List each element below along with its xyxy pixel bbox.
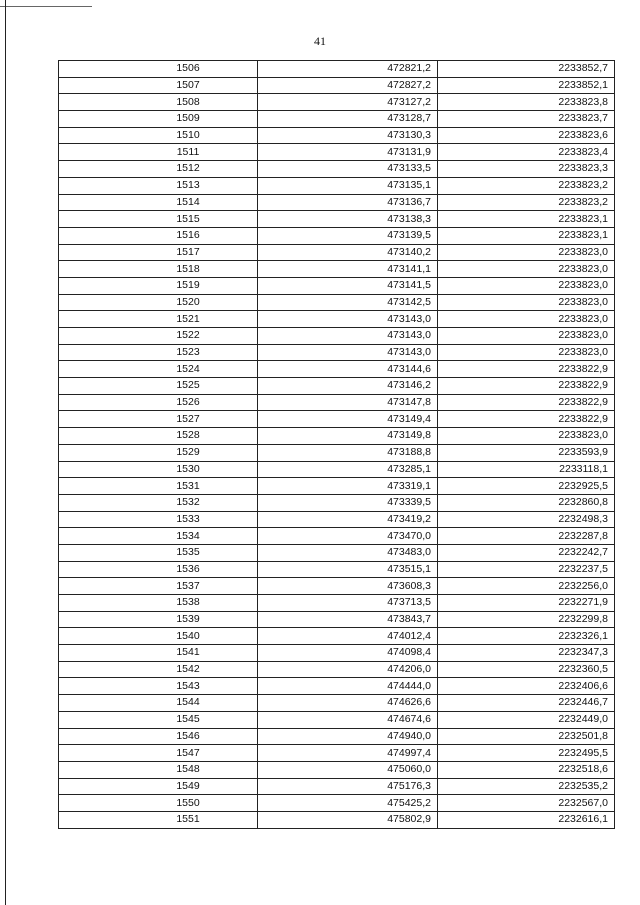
table-row [59,411,615,428]
x-coordinate-cell: 473419,2 [258,511,438,528]
y-coordinate-cell: 2233823,4 [438,144,615,161]
y-coordinate-cell: 2233823,8 [438,94,615,111]
table-row [59,227,615,244]
table-row [59,328,615,345]
table-row [59,595,615,612]
table-row [59,211,615,228]
y-coordinate-cell: 2233823,0 [438,311,615,328]
table-row [59,161,615,178]
x-coordinate-cell: 473139,5 [258,227,438,244]
y-coordinate-cell: 2233823,1 [438,211,615,228]
x-coordinate-cell: 473133,5 [258,161,438,178]
y-coordinate-cell: 2232501,8 [438,728,615,745]
y-coordinate-cell: 2233822,9 [438,394,615,411]
y-coordinate-cell: 2233823,0 [438,428,615,445]
table-row [59,711,615,728]
table-row [59,194,615,211]
point-number-cell: 1524 [59,361,258,378]
x-coordinate-cell: 473130,3 [258,127,438,144]
x-coordinate-cell: 473144,6 [258,361,438,378]
table-row [59,645,615,662]
point-number-cell: 1517 [59,244,258,261]
x-coordinate-cell: 473149,8 [258,428,438,445]
point-number-cell: 1534 [59,528,258,545]
x-coordinate-cell: 473127,2 [258,94,438,111]
table-row [59,544,615,561]
x-coordinate-cell: 473143,0 [258,328,438,345]
y-coordinate-cell: 2232242,7 [438,544,615,561]
table-row [59,511,615,528]
y-coordinate-cell: 2232287,8 [438,528,615,545]
point-number-cell: 1535 [59,544,258,561]
x-coordinate-cell: 473143,0 [258,311,438,328]
table-row [59,578,615,595]
y-coordinate-cell: 2232406,6 [438,678,615,695]
x-coordinate-cell: 474940,0 [258,728,438,745]
table-row [59,394,615,411]
table-row [59,344,615,361]
y-coordinate-cell: 2232925,5 [438,478,615,495]
point-number-cell: 1528 [59,428,258,445]
table-row [59,261,615,278]
y-coordinate-cell: 2233823,0 [438,328,615,345]
x-coordinate-cell: 473608,3 [258,578,438,595]
x-coordinate-cell: 475802,9 [258,811,438,828]
x-coordinate-cell: 472827,2 [258,77,438,94]
y-coordinate-cell: 2233823,0 [438,261,615,278]
y-coordinate-cell: 2233118,1 [438,461,615,478]
point-number-cell: 1529 [59,444,258,461]
y-coordinate-cell: 2233823,0 [438,244,615,261]
y-coordinate-cell: 2232237,5 [438,561,615,578]
x-coordinate-cell: 474674,6 [258,711,438,728]
table-row [59,311,615,328]
table-row [59,177,615,194]
point-number-cell: 1514 [59,194,258,211]
table-row [59,528,615,545]
x-coordinate-cell: 473135,1 [258,177,438,194]
y-coordinate-cell: 2233822,9 [438,378,615,395]
table-row [59,678,615,695]
x-coordinate-cell: 473515,1 [258,561,438,578]
table-row [59,378,615,395]
table-row [59,478,615,495]
point-number-cell: 1540 [59,628,258,645]
y-coordinate-cell: 2233823,2 [438,177,615,194]
x-coordinate-cell: 473141,1 [258,261,438,278]
point-number-cell: 1543 [59,678,258,695]
table-row [59,628,615,645]
table-row [59,144,615,161]
y-coordinate-cell: 2232360,5 [438,661,615,678]
point-number-cell: 1509 [59,111,258,128]
point-number-cell: 1533 [59,511,258,528]
table-row [59,244,615,261]
x-coordinate-cell: 474997,4 [258,745,438,762]
x-coordinate-cell: 474012,4 [258,628,438,645]
point-number-cell: 1532 [59,494,258,511]
y-coordinate-cell: 2232256,0 [438,578,615,595]
point-number-cell: 1526 [59,394,258,411]
x-coordinate-cell: 473147,8 [258,394,438,411]
x-coordinate-cell: 473470,0 [258,528,438,545]
x-coordinate-cell: 473141,5 [258,277,438,294]
table-row [59,361,615,378]
point-number-cell: 1506 [59,61,258,78]
point-number-cell: 1538 [59,595,258,612]
y-coordinate-cell: 2232449,0 [438,711,615,728]
point-number-cell: 1542 [59,661,258,678]
y-coordinate-cell: 2232326,1 [438,628,615,645]
y-coordinate-cell: 2233852,7 [438,61,615,78]
point-number-cell: 1530 [59,461,258,478]
table-row [59,111,615,128]
x-coordinate-cell: 473146,2 [258,378,438,395]
x-coordinate-cell: 473138,3 [258,211,438,228]
point-number-cell: 1548 [59,761,258,778]
y-coordinate-cell: 2233823,0 [438,277,615,294]
table-row [59,61,615,78]
point-number-cell: 1511 [59,144,258,161]
x-coordinate-cell: 475176,3 [258,778,438,795]
y-coordinate-cell: 2232616,1 [438,811,615,828]
point-number-cell: 1536 [59,561,258,578]
x-coordinate-cell: 473131,9 [258,144,438,161]
point-number-cell: 1537 [59,578,258,595]
table-row [59,94,615,111]
x-coordinate-cell: 475060,0 [258,761,438,778]
x-coordinate-cell: 473149,4 [258,411,438,428]
scan-top-rule [0,6,92,7]
point-number-cell: 1545 [59,711,258,728]
y-coordinate-cell: 2232498,3 [438,511,615,528]
table-row [59,444,615,461]
y-coordinate-cell: 2232495,5 [438,745,615,762]
y-coordinate-cell: 2233823,0 [438,344,615,361]
table-row [59,561,615,578]
y-coordinate-cell: 2233822,9 [438,411,615,428]
table-row [59,728,615,745]
x-coordinate-cell: 474444,0 [258,678,438,695]
table-row [59,494,615,511]
table-row [59,611,615,628]
y-coordinate-cell: 2232446,7 [438,695,615,712]
point-number-cell: 1547 [59,745,258,762]
point-number-cell: 1525 [59,378,258,395]
coordinates-table [58,60,615,829]
point-number-cell: 1520 [59,294,258,311]
x-coordinate-cell: 473142,5 [258,294,438,311]
point-number-cell: 1519 [59,277,258,294]
point-number-cell: 1531 [59,478,258,495]
table-row [59,695,615,712]
y-coordinate-cell: 2232271,9 [438,595,615,612]
point-number-cell: 1515 [59,211,258,228]
point-number-cell: 1522 [59,328,258,345]
coordinates-table-body [59,61,615,829]
y-coordinate-cell: 2232518,6 [438,761,615,778]
point-number-cell: 1518 [59,261,258,278]
x-coordinate-cell: 473339,5 [258,494,438,511]
point-number-cell: 1546 [59,728,258,745]
table-row [59,294,615,311]
y-coordinate-cell: 2233823,7 [438,111,615,128]
point-number-cell: 1541 [59,645,258,662]
x-coordinate-cell: 473128,7 [258,111,438,128]
table-row [59,778,615,795]
table-row [59,277,615,294]
point-number-cell: 1551 [59,811,258,828]
table-row [59,761,615,778]
x-coordinate-cell: 473136,7 [258,194,438,211]
table-row [59,745,615,762]
point-number-cell: 1521 [59,311,258,328]
y-coordinate-cell: 2232299,8 [438,611,615,628]
y-coordinate-cell: 2233593,9 [438,444,615,461]
point-number-cell: 1510 [59,127,258,144]
point-number-cell: 1539 [59,611,258,628]
page-number: 41 [314,34,326,48]
x-coordinate-cell: 472821,2 [258,61,438,78]
x-coordinate-cell: 473713,5 [258,595,438,612]
y-coordinate-cell: 2233823,1 [438,227,615,244]
y-coordinate-cell: 2233823,3 [438,161,615,178]
x-coordinate-cell: 473843,7 [258,611,438,628]
table-row [59,811,615,828]
point-number-cell: 1513 [59,177,258,194]
y-coordinate-cell: 2233823,2 [438,194,615,211]
point-number-cell: 1516 [59,227,258,244]
table-row [59,428,615,445]
y-coordinate-cell: 2232860,8 [438,494,615,511]
x-coordinate-cell: 474098,4 [258,645,438,662]
x-coordinate-cell: 473188,8 [258,444,438,461]
x-coordinate-cell: 473483,0 [258,544,438,561]
x-coordinate-cell: 474626,6 [258,695,438,712]
point-number-cell: 1550 [59,795,258,812]
x-coordinate-cell: 473140,2 [258,244,438,261]
table-row [59,661,615,678]
y-coordinate-cell: 2232567,0 [438,795,615,812]
point-number-cell: 1549 [59,778,258,795]
point-number-cell: 1512 [59,161,258,178]
table-row [59,461,615,478]
table-row [59,127,615,144]
y-coordinate-cell: 2233823,6 [438,127,615,144]
point-number-cell: 1508 [59,94,258,111]
table-row [59,795,615,812]
x-coordinate-cell: 475425,2 [258,795,438,812]
x-coordinate-cell: 473285,1 [258,461,438,478]
y-coordinate-cell: 2232535,2 [438,778,615,795]
point-number-cell: 1527 [59,411,258,428]
point-number-cell: 1544 [59,695,258,712]
point-number-cell: 1507 [59,77,258,94]
y-coordinate-cell: 2232347,3 [438,645,615,662]
scan-left-margin-line [5,0,6,905]
y-coordinate-cell: 2233852,1 [438,77,615,94]
x-coordinate-cell: 473143,0 [258,344,438,361]
x-coordinate-cell: 474206,0 [258,661,438,678]
x-coordinate-cell: 473319,1 [258,478,438,495]
y-coordinate-cell: 2233822,9 [438,361,615,378]
point-number-cell: 1523 [59,344,258,361]
table-row [59,77,615,94]
y-coordinate-cell: 2233823,0 [438,294,615,311]
